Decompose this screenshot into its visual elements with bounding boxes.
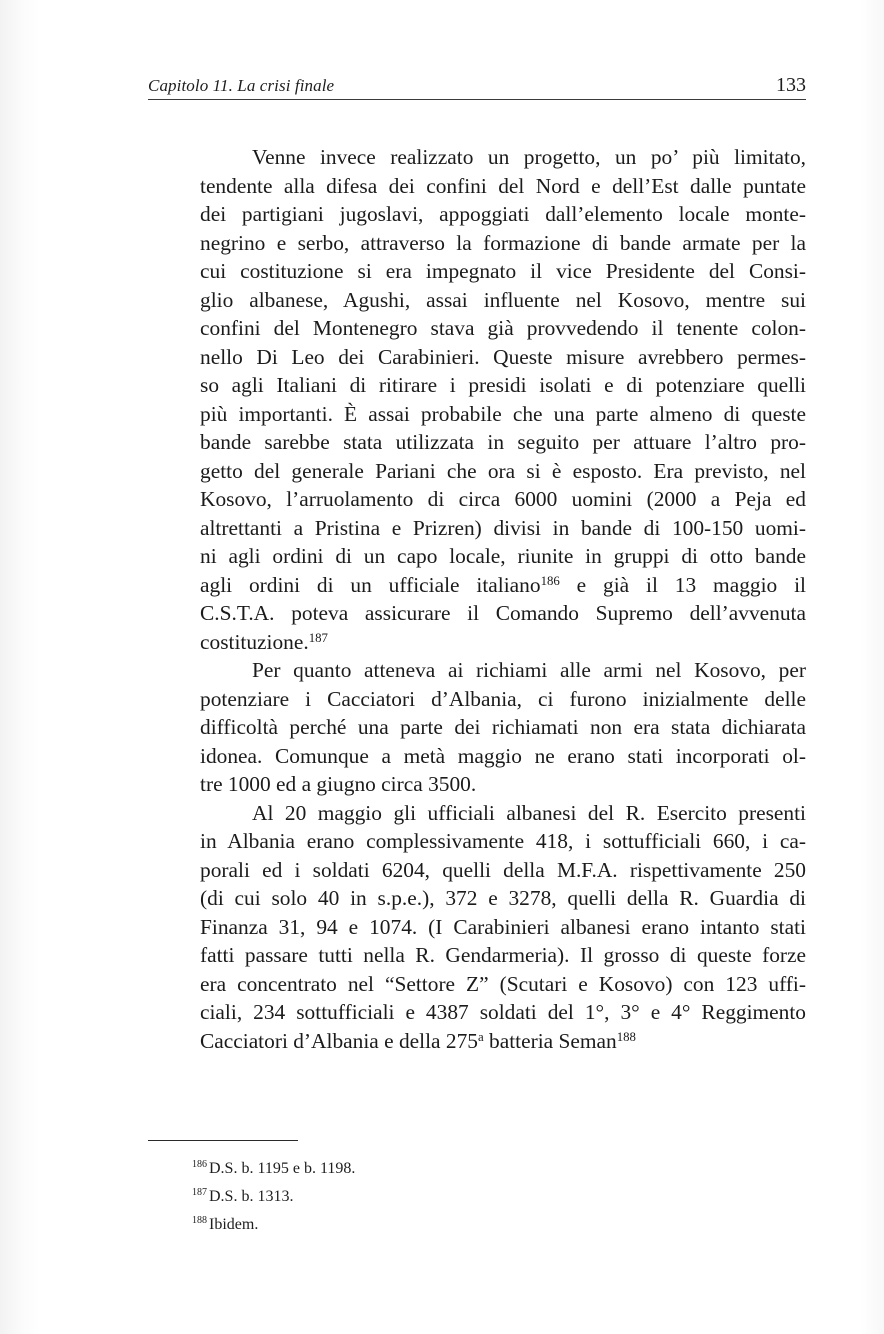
text-line: Per quanto atteneva ai richiami alle armi nel Kosovo, per	[252, 658, 806, 682]
text-line: in Albania erano complessivamente 418, i sottufficiali 660, i ca-	[200, 829, 806, 853]
text-line: dei partigiani jugoslavi, appoggiati dall’elemento locale monte-	[200, 202, 806, 226]
footnote-reference[interactable]: 188	[616, 1029, 636, 1044]
footnote-mark: 188	[192, 1215, 207, 1226]
paragraph-2	[148, 656, 806, 799]
text-line: più importanti. È assai probabile che una parte almeno di queste	[200, 401, 806, 426]
text-line: negrino e serbo, attraverso la formazione di bande armate per la	[200, 230, 806, 255]
text-line: agli ordini di un ufficiale italiano$^{186}$ e già il 13 maggio il	[200, 572, 806, 597]
text-line: Venne invece realizzato un progetto, un po’ più limitato,	[252, 145, 806, 169]
text-line: glio albanese, Agushi, assai influente nel Kosovo, mentre sui	[200, 287, 806, 312]
footnote-186	[192, 1153, 355, 1181]
footnote-reference[interactable]: 187	[308, 630, 328, 645]
footnote-mark: 186	[192, 1159, 207, 1170]
text-line: so agli Italiani di ritirare i presidi isolati e di potenziare quelli	[200, 373, 806, 397]
footnote-rule	[148, 1140, 298, 1141]
text-line: porali ed i soldati 6204, quelli della M.F.A. rispettivamente 250	[200, 857, 806, 882]
text-line: potenziare i Cacciatori d’Albania, ci furono inizialmente delle	[200, 686, 806, 711]
text-line: getto del generale Pariani che ora si è esposto. Era previsto, nel	[200, 458, 806, 483]
text-line: era concentrato nel “Settore Z” (Scutari e Kosovo) con 123 uffi-	[200, 971, 806, 996]
text-line: Kosovo, l’arruolamento di circa 6000 uomini (2000 a Peja ed	[200, 487, 806, 511]
ordinal-superscript: a	[477, 1029, 484, 1044]
footnote-text: D.S. b. 1195 e b. 1198.	[209, 1160, 356, 1177]
footnote-188	[192, 1209, 355, 1237]
text-line: bande sarebbe stata utilizzata in seguito per attuare l’altro pro-	[200, 430, 806, 454]
text-line: confini del Montenegro stava già provvedendo il tenente colon-	[200, 316, 806, 340]
text-line: difficoltà perché una parte dei richiamati non era stata dichiarata	[200, 715, 806, 739]
text-line: Cacciatori d’Albania e della 275$^a$ batteria Seman$^{188}$	[200, 1028, 636, 1053]
footnote-187	[192, 1181, 355, 1209]
paragraph-1	[148, 143, 806, 656]
text-line: C.S.T.A. poteva assicurare il Comando Supremo dell’avvenuta	[200, 601, 806, 625]
footnote-reference[interactable]: 186	[540, 573, 560, 588]
footnotes	[192, 1153, 355, 1237]
text-line: ni agli ordini di un capo locale, riunite in gruppi di otto bande	[200, 544, 806, 568]
text-line: Finanza 31, 94 e 1074. (I Carabinieri albanesi erano intanto stati	[200, 914, 806, 939]
paragraph-3	[148, 799, 806, 1056]
body-text	[148, 143, 806, 1055]
footnote-mark: 187	[192, 1187, 207, 1198]
text-line: fatti passare tutti nella R. Gendarmeria). Il grosso di queste forze	[200, 943, 806, 967]
text-line: idonea. Comunque a metà maggio ne erano stati incorporati ol-	[200, 743, 806, 768]
text-line: tre 1000 ed a giugno circa 3500.	[200, 772, 477, 796]
text-line: (di cui solo 40 in s.p.e.), 372 e 3278, quelli della R. Guardia di	[200, 886, 806, 910]
footnote-text: D.S. b. 1313.	[209, 1188, 294, 1205]
header-rule	[148, 99, 806, 100]
running-title: Capitolo 11. La crisi finale	[148, 76, 335, 95]
text-line: cui costituzione si era impegnato il vice Presidente del Consi-	[200, 259, 806, 283]
text-line: altrettanti a Pristina e Prizren) divisi in bande di 100-150 uomi-	[200, 515, 806, 540]
text-line: costituzione.$^{187}$	[200, 629, 328, 654]
text-line: tendente alla difesa dei confini del Nord e dell’Est dalle puntate	[200, 173, 806, 198]
text-line: ciali, 234 sottufficiali e 4387 soldati del 1°, 3° e 4° Reggimento	[200, 1000, 806, 1024]
page-number: 133	[776, 74, 806, 96]
footnote-text: Ibidem.	[209, 1216, 259, 1233]
text-line: nello Di Leo dei Carabinieri. Queste misure avrebbero permes-	[200, 344, 806, 369]
page-header	[148, 74, 806, 100]
text-line: Al 20 maggio gli ufficiali albanesi del R. Esercito presenti	[252, 800, 806, 825]
